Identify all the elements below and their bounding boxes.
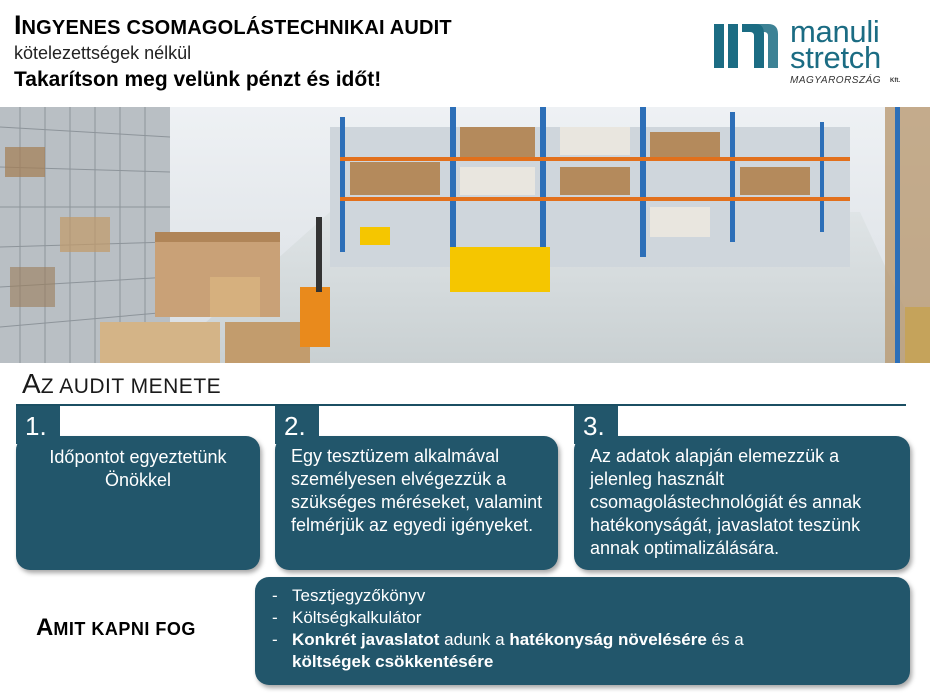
- warehouse-photo: [0, 107, 930, 363]
- step-number: 2.: [275, 406, 319, 444]
- logo-mark-icon: [712, 20, 784, 70]
- list-item: - Költségkalkulátor: [272, 608, 422, 627]
- page-subtitle: kötelezettségek nélkül: [14, 43, 192, 63]
- page-title: INGYENES CSOMAGOLÁSTECHNIKAI AUDIT: [14, 10, 452, 40]
- slogan: Takarítson meg velünk pénzt és időt!: [14, 68, 382, 91]
- company-logo: [712, 14, 912, 90]
- benefits-heading: AMIT KAPNI FOG: [36, 614, 196, 641]
- benefits-list: [255, 577, 910, 685]
- logo-word-stretch: stretch: [790, 40, 881, 75]
- step-number: 3.: [574, 406, 618, 444]
- list-item: - Konkrét javaslatot adunk a hatékonyság növelésére és a költségek csökkentésére: [272, 630, 744, 671]
- logo-word-manuli: manuli: [790, 14, 880, 49]
- step-number: 1.: [16, 406, 60, 444]
- step-description: Az adatok alapján elemezzük a jelenleg használt csomagolástechnológiát és annak hatékonyságát, javaslatot teszünk annak optimalizálására.: [574, 436, 910, 570]
- list-item: - Tesztjegyzőkönyv: [272, 586, 426, 605]
- section-heading: AZ AUDIT MENETE: [22, 368, 222, 399]
- logo-word-country: MAGYARORSZÁG: [790, 75, 882, 86]
- step-description: Egy tesztüzem alkalmával személyesen elvégezzük a szükséges méréseket, valamint felmérjük az egyedi igényeket.: [275, 436, 558, 570]
- section-divider: [16, 404, 906, 406]
- logo-suffix: Kft.: [890, 78, 900, 84]
- step-description: Időpontot egyeztetünk Önökkel: [16, 436, 260, 570]
